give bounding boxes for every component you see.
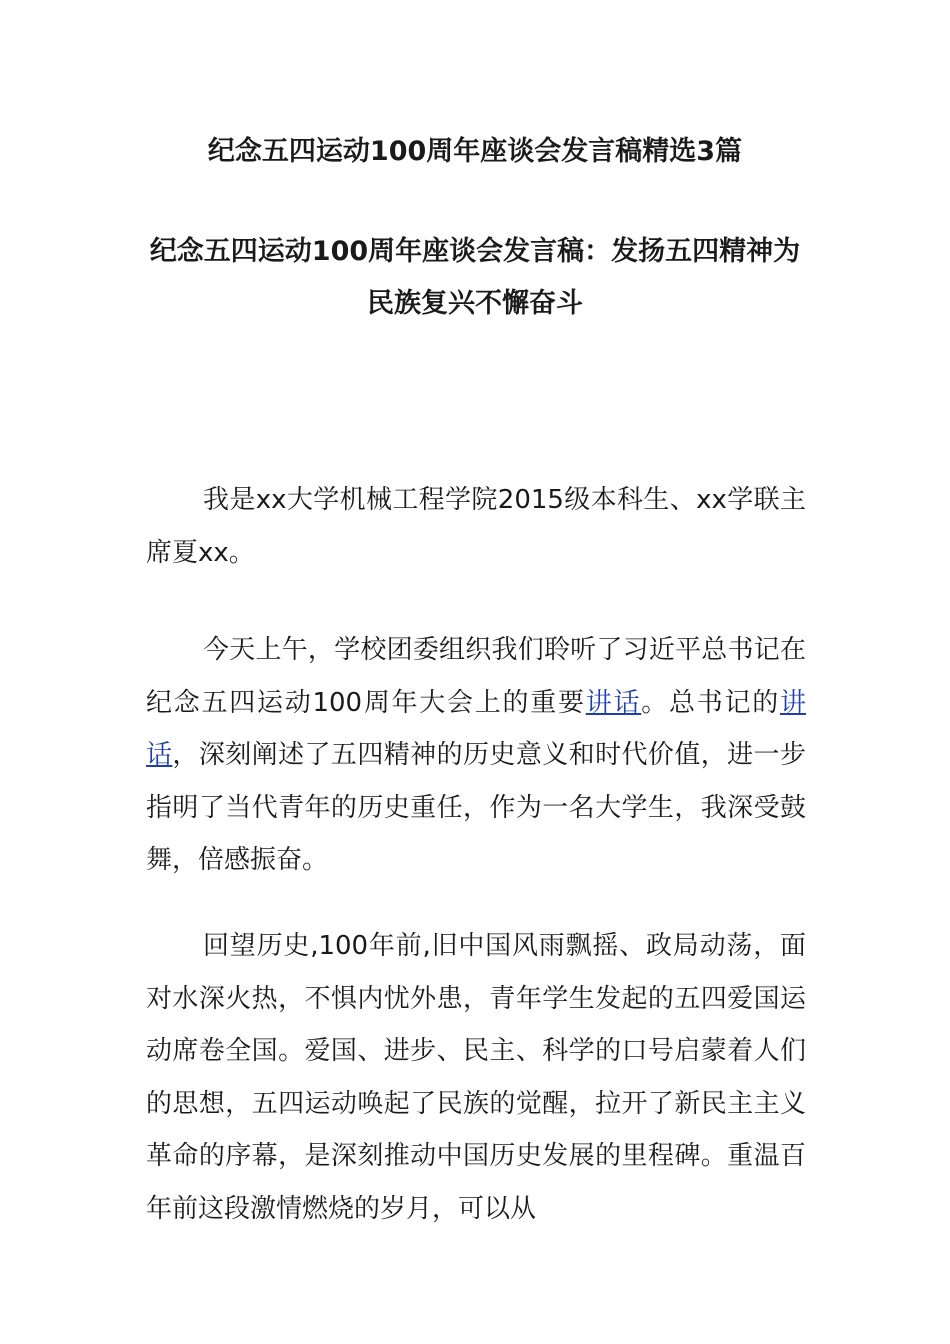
paragraph-speech-text-1: 今天上午，学校团委组织我们聆听了习近平总书记在纪念五四运动100周年大会上的重要 (146, 635, 806, 718)
paragraph-history: 回望历史,100年前,旧中国风雨飘摇、政局动荡，面对水深火热，不惧内忧外患，青年学生发起的五四爱国运动席卷全国。爱国、进步、民主、科学的口号启蒙着人们的思想，五四运动唤起了民族的觉醒，拉开了新民主主义革命的序幕，是深刻推动中国历史发展的里程碑。重温百年前这段激情燃烧的岁月，可以从 (146, 931, 806, 1224)
document-title: 纪念五四运动100周年座谈会发言稿精选3篇 (207, 136, 743, 167)
speech-link-1[interactable]: 讲话 (585, 687, 642, 718)
paragraph-speech (146, 624, 806, 887)
paragraph-intro: 我是xx大学机械工程学院2015级本科生、xx学联主席夏xx。 (146, 485, 806, 568)
paragraph-speech-text-2: 。总书记的 (641, 687, 780, 718)
speech-link-2[interactable]: 讲话 (146, 687, 806, 770)
section-title: 纪念五四运动100周年座谈会发言稿：发扬五四精神为民族复兴不懈奋斗 (149, 236, 801, 319)
paragraph-speech-text-3: ，深刻阐述了五四精神的历史意义和时代价值，进一步指明了当代青年的历史重任，作为一名大学生，我深受鼓舞，倍感振奋。 (146, 740, 806, 875)
